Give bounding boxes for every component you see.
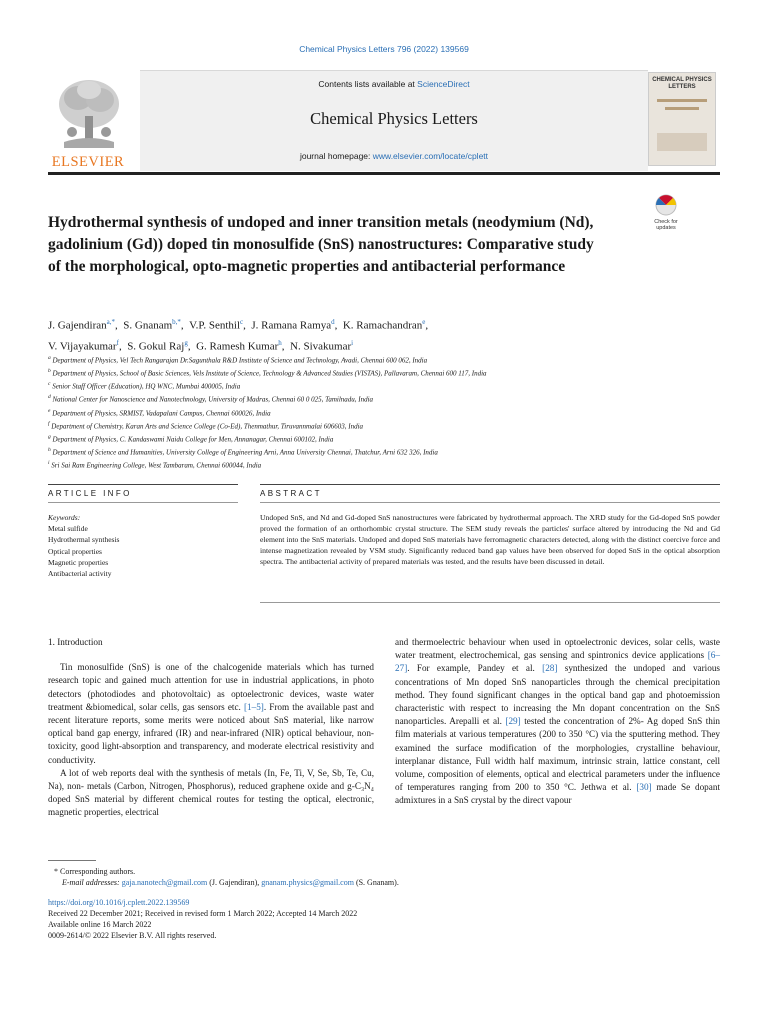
article-title: Hydrothermal synthesis of undoped and inner transition metals (neodymium (Nd), gadolinium (Gd)) doped tin monosulfide (SnS) nanostructures: Comparative study of the morphological, opto-magnetic properties and antibacterial performance [48,214,594,275]
citation-link[interactable]: [29] [505,716,521,727]
citation-link[interactable]: [30] [636,782,652,793]
author-separator: , [425,319,429,332]
affiliation-item [48,406,728,419]
intro-text: and thermoelectric behaviour when used in optoelectronic devices, solar cells, waste water treatment, electrochemical, gas sensing and spintronics device applications [395,637,720,661]
author-separator: , [180,319,187,332]
intro-text: synthesized the undoped and various concentrations of Mn doped SnS nanoparticles through the chemical precipitation method. They found significant changes in the optical band gap and photoemission characteristic with respect to increasing the Mn dopant concentration on the SnS nanoparticles. Arepalli et al. [395,663,720,727]
author-name[interactable]: V. Vijayakumar [48,340,117,353]
email-link-1[interactable]: gaja.nanotech@gmail.com [121,878,208,887]
author-name[interactable]: G. Ramesh Kumar [196,340,279,353]
affiliation-item [48,432,728,445]
affiliation-item [48,366,728,379]
check-updates-icon [646,192,686,232]
author-name[interactable]: N. Sivakumar [290,340,352,353]
online-date: Available online 16 March 2022 [48,920,152,929]
footnote-rule [48,860,96,861]
intro-text: tested the concentration of 2%- Ag doped SnS thin film materials at various temperatures (200 to 350 °C) via the sputtering method. They examined the surface modification of the morphologies, crystalline behaviour, interplanar distance, Full width half maximum, intrinsic strain, lattice constant, cell volume, composition of elements, optical and electrical parameters under the influence of temperatures ranging from 200 to 350 °C. Jethwa et al. [395,716,720,793]
info-rule-bottom [48,502,238,503]
author-separator: , [115,319,121,332]
author-separator: , [334,319,341,332]
affiliation-marker: h [48,446,51,453]
author-name[interactable]: K. Ramachandran [342,319,423,332]
affiliation-text: Sri Sai Ram Engineering College, West Tambaram, Chennai 600044, India [51,461,262,470]
keyword-item: Magnetic properties [48,557,109,567]
affiliation-text: Senior Staff Officer (Education), HQ WNC, Mumbai 400005, India [52,382,241,391]
intro-heading: 1. Introduction [48,637,103,647]
affiliation-marker: i [48,460,50,466]
journal-title: Chemical Physics Letters [310,109,478,128]
affiliation-text: Department of Science and Humanities, University College of Engineering Arni, Anna University Chennai, Thatchur, Arni 632 326, India [52,448,438,457]
keyword-item: Hydrothermal synthesis [48,535,120,545]
affiliation-item [48,445,728,458]
author-affiliation-marker[interactable]: c [240,318,244,326]
keyword-item: Metal sulfide [48,524,88,534]
cover-image-block [657,133,707,151]
author-separator: , [243,319,249,332]
affiliation-marker: a [48,355,51,361]
intro-right-column [395,636,720,808]
homepage-prefix: journal homepage: [299,151,373,161]
email-link-2[interactable]: gnanam.physics@gmail.com [261,878,354,887]
info-rule-top [48,484,238,485]
author-affiliation-marker[interactable]: b,* [172,318,181,326]
keywords-label: Keywords: [48,513,81,522]
footnotes [48,866,720,941]
email-owner-1: (J. Gajendiran), [207,878,262,887]
header-rule [48,172,720,175]
author-affiliation-marker[interactable]: e [422,318,426,326]
affiliation-list [48,353,728,471]
author-name[interactable]: J. Gajendiran [48,319,107,332]
intro-text: Tin monosulfide (SnS) is one of the chalcogenide materials which has turned research topic and gained much attention for use in industrial applications, in photo detectors (photodiodes and photovoltaic) as optoelectronic devices, waste water treatment &biomedical, solar cells, gas sensors etc. [48,662,374,712]
check-badge-text-1: Check for [654,219,678,225]
intro-paragraph [48,661,374,767]
keyword-item: Optical properties [48,546,102,556]
sciencedirect-link[interactable]: ScienceDirect [417,79,470,89]
affiliation-marker: g [48,433,51,440]
copyright: 0009-2614/© 2022 Elsevier B.V. All rights reserved. [48,931,217,940]
email-label: E-mail addresses: [62,878,122,887]
elsevier-logo[interactable] [48,76,128,168]
author-affiliation-marker[interactable]: d [331,318,335,326]
intro-text: . From the available past and recent literature reports, some merits were noticed about SnS material, like narrow optical band gap energy, infrared (IR) and near-infrared (NIR) optical behaviour, non-toxicity, good light-absorption and transparency, and moderate electrical resistivity and conductivity. [48,701,375,765]
author-affiliation-marker[interactable]: g [184,338,188,347]
citation-link[interactable]: [28] [542,663,558,674]
homepage-link[interactable]: www.elsevier.com/locate/cplett [372,151,489,161]
check-for-updates-badge[interactable] [646,192,686,232]
check-badge-text-2: updates [656,225,676,231]
received-dates: Received 22 December 2021; Received in revised form 1 March 2022; Accepted 14 March 2022 [48,909,358,918]
running-head[interactable]: Chemical Physics Letters 796 (2022) 139569 [299,44,469,54]
intro-left-column [48,636,374,820]
affiliation-text: Department of Physics, School of Basic Sciences, Vels Institute of Science, Technology & Advanced Studies (VISTAS), Pallavaram, Chennai 600 117, India [52,369,487,378]
contents-prefix: Contents lists available at [318,79,418,89]
author-name[interactable]: S. Gnanam [123,319,173,332]
affiliation-item [48,353,728,366]
author-name[interactable]: S. Gokul Raj [127,340,185,353]
elsevier-tree-icon [54,76,124,148]
affiliation-text: Department of Physics, C. Kandaswami Naidu College for Men, Annanagar, Chennai 600102, India [52,435,334,444]
author-affiliation-marker[interactable]: f [116,338,119,347]
author-name[interactable]: J. Ramana Ramya [251,319,332,332]
doi-link[interactable]: https://doi.org/10.1016/j.cplett.2022.139569 [48,898,190,907]
affiliation-text: Department of Chemistry, Karan Arts and Science College (Co-Ed), Thenmathur, Tiruvannmalai 606603, India [51,421,364,430]
affiliation-text: National Center for Nanoscience and Nanotechnology, University of Madras, Chennai 60 0 025, Tamilnadu, India [52,395,374,404]
homepage-line [140,151,648,161]
author-affiliation-marker[interactable]: i [351,338,354,347]
cover-bar [665,107,699,110]
journal-info-box [140,70,648,171]
corresponding-note: * Corresponding authors. [54,867,136,876]
journal-cover-thumbnail[interactable] [648,72,716,166]
affiliation-marker: b [48,368,51,375]
abstract-heading: ABSTRACT [260,489,322,498]
affiliation-marker: d [48,394,51,401]
article-info-heading: ARTICLE INFO [48,489,132,498]
abstract-rule-bottom [260,502,720,503]
intro-text: made Se dopant admixtures in a SnS crystal by the direct vapour [395,782,721,806]
author-separator: , [118,340,125,353]
affiliation-item [48,379,728,392]
email-line [48,877,720,888]
author-separator: , [187,340,194,353]
keywords-block [48,512,238,579]
cover-title: CHEMICAL PHYSICS LETTERS [652,77,712,90]
contents-line [140,79,648,89]
intro-paragraph: A lot of web reports deal with the synthesis of metals (In, Fe, Ti, V, Se, Sb, Te, Cu, Na), non- metals (Carbon, Nitrogen, Phosphorus), reduced graphene oxide and g-C₃N₄ doped SnS material by different chemical routes for testing the optical, electronic, magnetic properties, electrical [48,767,374,818]
affiliation-marker: c [48,381,51,388]
affiliation-marker: e [48,407,51,414]
abstract-rule-top [260,484,720,485]
author-list [48,314,708,355]
abstract-text: Undoped SnS, and Nd and Gd-doped SnS nanostructures were fabricated by hydrothermal approach. The XRD study for the Gd-doped SnS powder proved the formation of an orthorhombic crystal structure. The SEM study reveals the particles' surface altered by introducing the Nd and Gd element into the SnS materials. Undoped and doped SnS materials have ferromagnetic characters detected, along with the distinct coercive force and intense magnetization revealed by VSM study. Significantly reduced band gap values have been observed for doped SnS in the optical absorption spectra. The antibacterial activity of prepared materials was tested, and the results have been discussed in detail. [260,513,720,567]
email-owner-2: (S. Gnanam). [353,878,399,887]
intro-paragraph [395,636,720,808]
citation-link[interactable]: [6–27] [395,650,720,674]
journal-banner [48,70,720,170]
citation-link[interactable]: [1–5] [243,701,264,712]
affiliation-text: Department of Physics, Vel Tech Rangarajan Dr.Sagunthala R&D Institute of Science and Technology, Avadi, Chennai 600 062, India [52,356,428,365]
affiliation-item [48,392,728,405]
author-affiliation-marker[interactable]: h [278,338,282,347]
affiliation-text: Department of Physics, SRMIST, Vadapalani Campus, Chennai 600026, India [52,408,271,417]
affiliation-item [48,458,728,471]
affiliation-marker: f [48,420,50,427]
intro-text: . For example, Pandey et al. [407,663,543,674]
keywords-list [48,523,238,579]
author-affiliation-marker[interactable]: a,* [106,318,116,326]
keyword-item: Antibacterial activity [48,569,112,579]
abstract-rule-end [260,602,720,603]
publisher-name: ELSEVIER [51,154,125,170]
affiliation-item [48,419,728,432]
cover-bar [657,99,707,102]
author-name[interactable]: V.P. Senthil [189,319,240,332]
author-separator: , [281,340,288,353]
